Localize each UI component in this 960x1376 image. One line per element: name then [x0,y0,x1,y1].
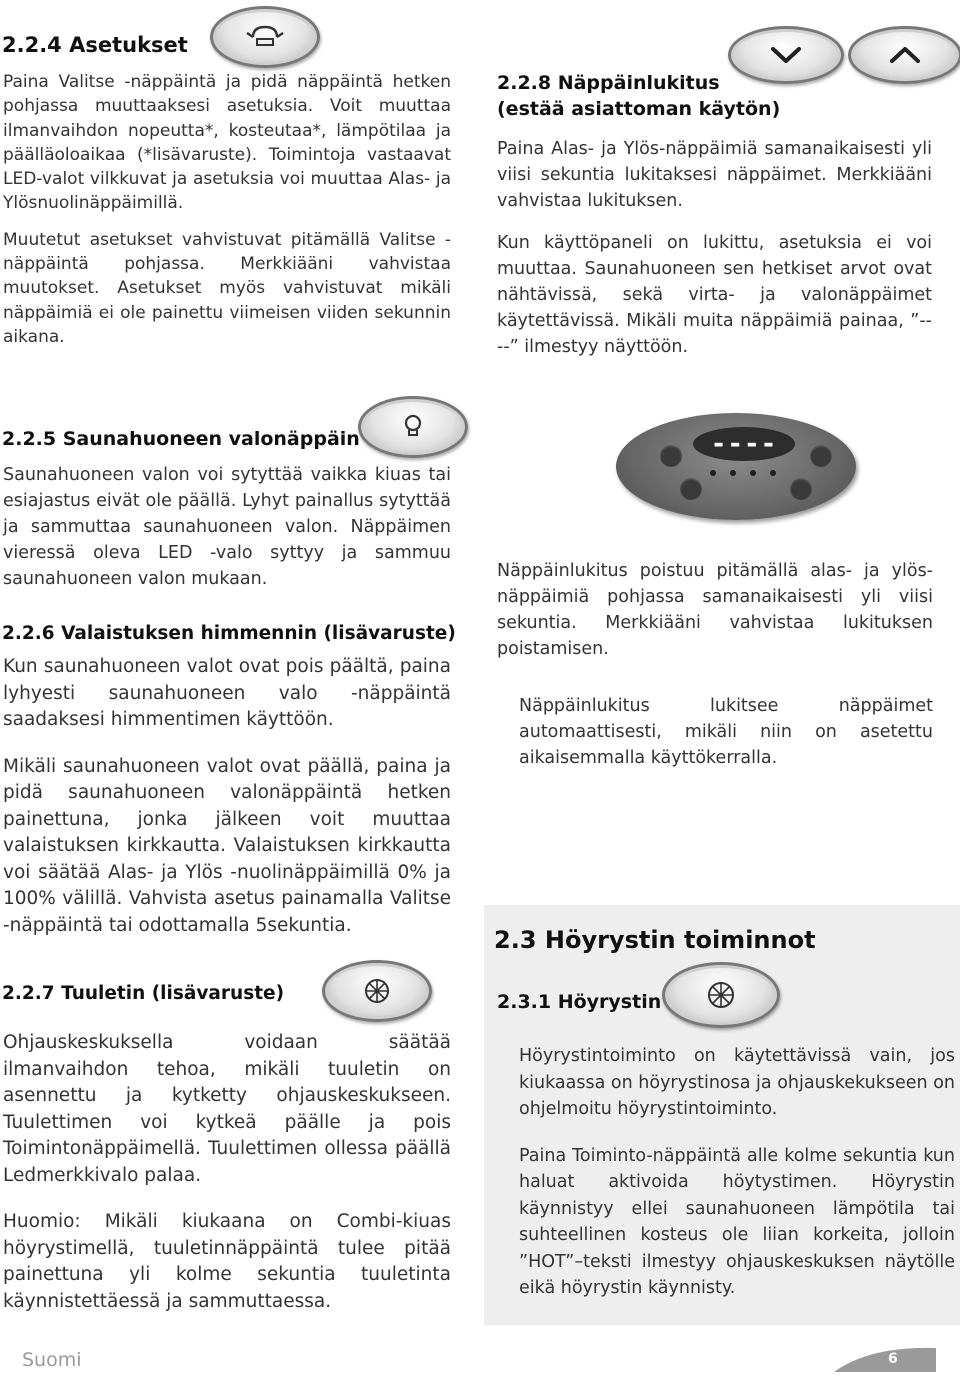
function-key-icon [662,962,780,1028]
heading-2-2-7: 2.2.7 Tuuletin (lisävaruste) [2,983,285,1004]
heading-2-3-1: 2.3.1 Höyrystin [497,991,662,1013]
paragraph: Höyrystintoiminto on käytettävissä vain, jos kiukaassa on höyrystinosa ja ohjauskekukseen on ohjelmoitu höyrystintoiminto. [519,1046,955,1119]
paragraph: Paina Toiminto-näppäintä alle kolme sekuntia kun haluat aktivoida höytystimen. Höyrystin käynnistyy ellei saunahuoneen lämpötila tai suhteellinen kosteus ole liian korkeita, jolloin ”HOT”–teksti ilmestyy ohjauskeskuksen näytölle eikä höyrystin käynnisty. [519,1145,955,1298]
section-2-2-5-body [3,462,451,592]
page-number: 6 [888,1351,898,1367]
paragraph: Paina Alas- ja Ylös-näppäimiä samanaikaisesti yli viisi sekuntia lukitaksesi näppäimet. Merkkiääni vahvistaa lukituksen. [497,139,932,211]
heading-2-2-6: 2.2.6 Valaistuksen himmennin (lisävaruste) [2,623,456,644]
heading-2-2-5: 2.2.5 Saunahuoneen valonäppäin [2,428,360,450]
panel-button [660,445,682,467]
panel-led [710,470,716,476]
heading-2-2-8-line2: (estää asiattoman käytön) [497,98,781,120]
paragraph: Muutetut asetukset vahvistuvat pitämällä Valitse -näppäintä pohjassa. Merkkiääni vahvistaa muutokset. Asetukset myös vahvistuvat mikäli näppäimiä ei ole painettu viimeisen viiden sekunnin aikana. [3,229,451,347]
light-bulb-key-icon [358,396,468,458]
footer-language: Suomi [22,1349,82,1371]
paragraph: Kun saunahuoneen valot ovat pois päältä, paina lyhyesti saunahuoneen valo -näppäintä saadaksesi himmentimen käyttöön. [3,656,451,730]
panel-display: ---- [693,427,795,461]
heading-2-2-8 [497,70,780,122]
section-2-2-8-after [497,558,933,662]
paragraph: Saunahuoneen valon voi sytyttää vaikka kiuas tai esiajastus eivät ole päällä. Lyhyt painallus sytyttää ja sammuttaa saunahuoneen valon. Näppäimen vieressä oleva LED -valo syttyy ja sammuu saunahuoneen valon mukaan. [3,465,451,589]
section-2-2-8-body [497,136,932,360]
paragraph: Mikäli saunahuoneen valot ovat päällä, paina ja pidä saunahuoneen valonäppäintä hetken painettuna, jonka jälkeen voit muuttaa valaistuksen kirkkautta. Valaistuksen kirkkautta voi säätää Alas- ja Ylös -nuolinäppäimillä 0% ja 100% välillä. Vahvista asetus painamalla Valitse -näppäintä tai odottamalla 5sekuntia. [3,755,451,936]
section-2-3-1-body [519,1043,955,1302]
paragraph: Näppäinlukitus lukitsee näppäimet automaattisesti, mikäli niin on asetettu aikaisemmalla käyttökerralla. [519,696,933,768]
panel-button [680,478,702,500]
heading-2-2-8-line1: 2.2.8 Näppäinlukitus [497,72,720,94]
paragraph: Ohjauskeskuksella voidaan säätää ilmanvaihdon tehoa, mikäli tuuletin on asennettu ja kytketty ohjauskeskukseen. Tuulettimen voi kytkeä päälle ja pois Toimintonäppäimellä. Tuulettimen ollessa päällä Ledmerkkivalo palaa. [3,1032,451,1186]
page-number-swoosh-icon [830,1344,940,1376]
section-2-2-6-body [3,654,451,939]
panel-button [810,445,832,467]
heading-2-3: 2.3 Höyrystin toiminnot [494,926,816,954]
section-2-2-4-body [3,70,451,349]
select-key-icon [210,6,320,68]
paragraph: Huomio: Mikäli kiukaana on Combi-kiuas höyrystimellä, tuuletinnäppäintä tulee pitää painettuna yli kolme sekuntia tuuletinta käynnistettäessä ja sammuttaessa. [3,1211,451,1312]
section-2-2-7-body [3,1030,451,1315]
panel-led [730,470,736,476]
section-2-2-8-note [519,693,933,771]
panel-led [750,470,756,476]
paragraph: Näppäinlukitus poistuu pitämällä alas- ja ylös-näppäimiä pohjassa samanaikaisesti yli viisi sekuntia. Merkkiääni vahvistaa lukituksen poistamisen. [497,561,933,659]
panel-led [770,470,776,476]
panel-button [790,478,812,500]
paragraph: Kun käyttöpaneli on lukittu, asetuksia ei voi muuttaa. Saunahuoneen sen hetkiset arvot ovat nähtävissä, sekä virta- ja valonäppäimet käytettävissä. Mikäli muita näppäimiä painaa, ”----” ilmestyy näyttöön. [497,233,932,357]
heading-2-2-4: 2.2.4 Asetukset [2,33,188,57]
up-arrow-key-icon [848,26,960,84]
paragraph: Paina Valitse -näppäintä ja pidä näppäintä hetken pohjassa muuttaaksesi asetuksia. Voit muuttaa ilmanvaihdon nopeutta*, kosteutaa*, lämpötilaa ja päälläoloaikaa (*lisävaruste). Toimintoja vastaavat LED-valot vilkkuvat ja asetuksia voi muuttaa Alas- ja Ylösnuolinäppäimillä. [3,72,451,214]
function-key-icon [322,960,432,1022]
